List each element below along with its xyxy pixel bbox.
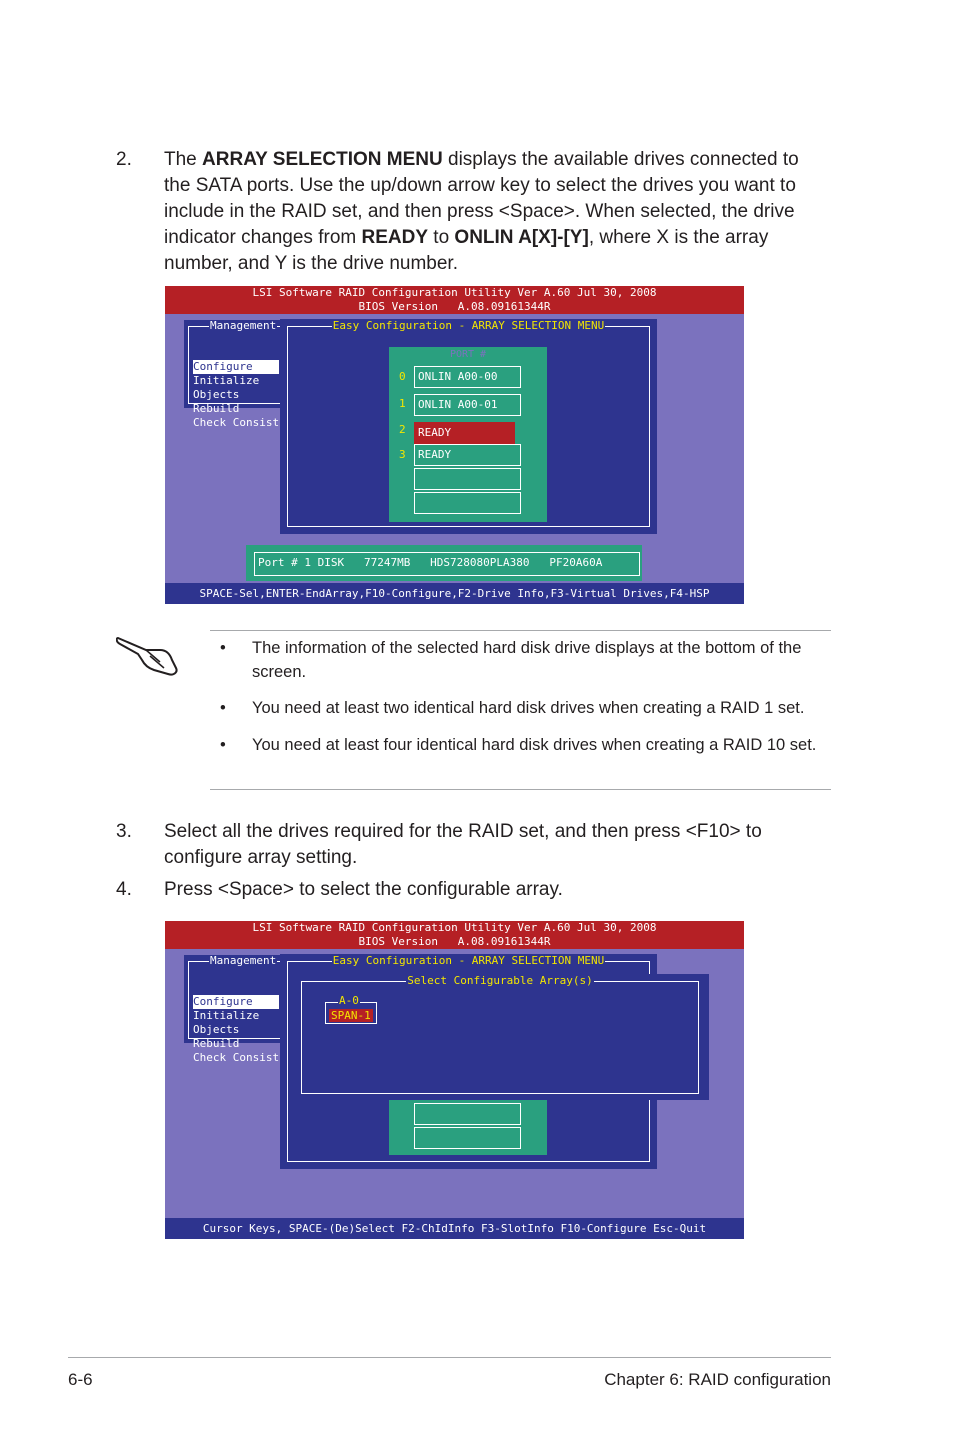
port-list (389, 347, 547, 522)
port-drive-2-selected[interactable]: READY (414, 422, 515, 444)
note-bottom-rule (210, 789, 831, 790)
array-selection-menu (280, 319, 657, 534)
chapter-title: Chapter 6: RAID configuration (604, 1370, 831, 1389)
text-run: , where X is the array number, and Y is the drive number. (164, 227, 769, 274)
header-title: LSI Software RAID Configuration Utility Ver A.60 Jul 30, 2008 (252, 286, 657, 299)
step-text (164, 147, 824, 277)
bios-version: BIOS Version A.08.09161344R (358, 935, 551, 948)
bold-term: ARRAY SELECTION MENU (202, 149, 443, 170)
bios-screenshot-array-selection (165, 286, 744, 604)
popup-title: Select Configurable Array(s) (407, 974, 593, 987)
bios-footer-keys: SPACE-Sel,ENTER-EndArray,F10-Configure,F2-Drive Info,F3-Virtual Drives,F4-HSP (165, 583, 744, 604)
step-3 (116, 819, 836, 871)
port-empty-slot (414, 1127, 521, 1149)
bold-term: READY (361, 227, 429, 248)
text-run: displays the available drives connected to the SATA ports. Use the up/down arrow key to select the drives you want to include in the RAID set, and then press <Space>. When selected, the drive indicator changes from (164, 149, 799, 248)
menu-title: Easy Configuration - ARRAY SELECTION MENU (332, 954, 605, 967)
port-empty-slot (414, 1103, 521, 1125)
note-text: You need at least two identical hard disk drives when creating a RAID 1 set. (252, 699, 805, 717)
step-number: 3. (116, 821, 132, 842)
text-run: The (164, 149, 203, 170)
menu-item-initialize[interactable]: Initialize (193, 374, 260, 387)
step-number: 4. (116, 879, 132, 900)
port-drive-0[interactable]: ONLIN A00-00 (414, 366, 521, 388)
port-number: 0 (399, 370, 406, 383)
management-title: Management (210, 319, 277, 332)
management-menu (184, 954, 284, 1050)
select-configurable-array-popup (291, 974, 709, 1100)
bullet: • (220, 639, 226, 657)
hand-note-icon (116, 628, 180, 676)
port-number: 1 (399, 397, 406, 410)
step-text: Press <Space> to select the configurable array. (164, 879, 563, 900)
page-number: 6-6 (68, 1370, 93, 1389)
step-4 (116, 877, 836, 903)
menu-item-configure[interactable]: Configure (193, 995, 279, 1009)
bios-header (165, 921, 744, 949)
header-title: LSI Software RAID Configuration Utility Ver A.60 Jul 30, 2008 (252, 921, 657, 934)
bios-screenshot-configurable-array (165, 921, 744, 1239)
menu-item-check-consist[interactable]: Check Consist (193, 1051, 280, 1064)
popup-frame (301, 981, 699, 1094)
bios-version: BIOS Version A.08.09161344R (358, 300, 551, 313)
management-title: Management (210, 954, 277, 967)
menu-item-rebuild[interactable]: Rebuild (193, 1037, 240, 1050)
port-title: PORT # (449, 349, 487, 360)
array-box[interactable] (325, 994, 377, 1024)
bios-header (165, 286, 744, 314)
step-text: Select all the drives required for the RAID set, and then press <F10> to configure array setting. (164, 821, 762, 868)
port-list (389, 1098, 547, 1155)
port-drive-3[interactable]: READY (414, 444, 521, 466)
menu-item-check-consist[interactable]: Check Consist (193, 416, 280, 429)
text-run: to (428, 227, 455, 248)
menu-item-objects[interactable]: Objects (193, 1023, 240, 1036)
menu-item-rebuild[interactable]: Rebuild (193, 402, 240, 415)
step-2 (116, 147, 836, 277)
bullet: • (220, 699, 226, 717)
drive-info-bar (246, 545, 642, 581)
drive-info-text: Port # 1 DISK 77247MB HDS728080PLA380 PF20A60A (254, 552, 640, 576)
management-menu (184, 319, 284, 415)
port-drive-1[interactable]: ONLIN A00-01 (414, 394, 521, 416)
span-label[interactable]: SPAN-1 (331, 1009, 371, 1022)
note-top-rule (210, 630, 831, 631)
menu-item-configure[interactable]: Configure (193, 360, 279, 374)
note-text: You need at least four identical hard disk drives when creating a RAID 10 set. (252, 736, 817, 754)
note-text: The information of the selected hard disk drive displays at the bottom of the screen. (252, 639, 802, 681)
port-empty-slot (414, 468, 521, 490)
menu-title: Easy Configuration - ARRAY SELECTION MENU (332, 319, 605, 332)
menu-item-initialize[interactable]: Initialize (193, 1009, 260, 1022)
port-empty-slot (414, 492, 521, 514)
footer-rule (68, 1357, 831, 1358)
port-number: 3 (399, 448, 406, 461)
bold-term: ONLIN A[X]-[Y] (454, 227, 589, 248)
bullet: • (220, 736, 226, 754)
step-number: 2. (116, 149, 132, 170)
menu-item-objects[interactable]: Objects (193, 388, 240, 401)
array-label: A-0 (339, 994, 359, 1007)
bios-footer-keys: Cursor Keys, SPACE-(De)Select F2-ChIdInfo F3-SlotInfo F10-Configure Esc-Quit (165, 1218, 744, 1239)
port-number: 2 (399, 423, 406, 436)
